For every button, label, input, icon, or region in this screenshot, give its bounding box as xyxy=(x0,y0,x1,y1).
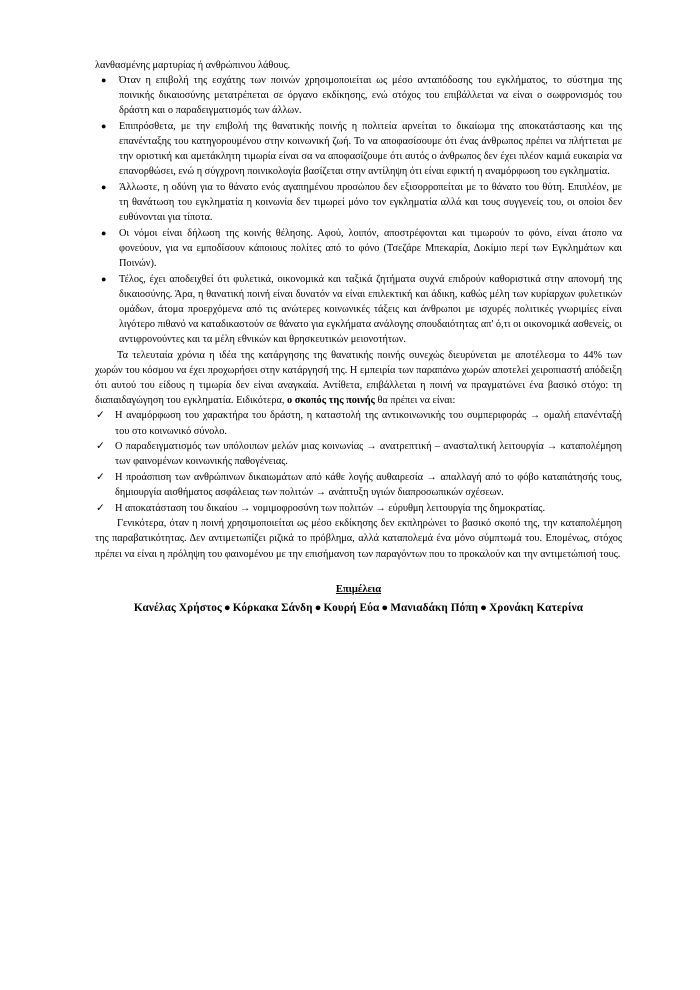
paragraph-text-after-bold: θα πρέπει να είναι: xyxy=(374,395,456,407)
list-item xyxy=(95,470,622,500)
bullet-icon: ● xyxy=(101,227,107,238)
bullet-icon: ● xyxy=(101,121,107,131)
lead-paragraph: λανθασμένης μαρτυρίας ή ανθρώπινου λάθους. xyxy=(95,60,291,71)
credits-block xyxy=(95,582,622,617)
bullet-icon: ● xyxy=(101,75,107,86)
list-item xyxy=(95,272,622,348)
bullet-icon: ● xyxy=(101,273,107,284)
checkmark-goals-list xyxy=(95,408,622,515)
check-icon: ✓ xyxy=(96,502,105,514)
list-item-text: Η αποκατάσταση του δικαίου → νομιμοφροσύνη των πολιτών → εύρυθμη λειτουργία της δημοκρατίας. xyxy=(115,502,546,514)
list-item-text: Επιπρόσθετα, με την επιβολή της θανατικής ποινής η πολιτεία αρνείται το δικαίωμα της αποκατάστασης και της επανένταξης του κατηγορουμένου στην κοινωνική ζωή. Το να αποφασίσουμε ότι ένας άνθρωπος πρέπει να πλήττεται με την οριστική και αμετάκλητη τιμωρία είναι σα να αποφασίζουμε ότι αυτός ο άνθρωπος δεν έχει πλέον καμιά ευκαιρία να επανορθώσει, ενώ η σύγχρονη ποινικολογία βασίζεται στην αντίληψη ότι είναι εφικτή η αναμόρφωση του εγκληματία. xyxy=(119,121,622,178)
credit-name: Κόρκακα Σάνδη xyxy=(232,602,313,615)
list-item-text: Ο παραδειγματισμός των υπόλοιπων μελών μιας κοινωνίας → ανατρεπτική – ανασταλτική λειτουργία → καταπολέμηση των φαινομένων κοινωνικής παθογένειας. xyxy=(115,441,622,468)
credit-name: Κουρή Εύα xyxy=(323,602,380,615)
credit-name: Χρονάκη Κατερίνα xyxy=(489,602,584,615)
list-item-text: Τέλος, έχει αποδειχθεί ότι φυλετικά, οικονομικά και ταξικά ζητήματα συχνά επιδρούν καθοριστικά στην απονομή της δικαιοσύνης. Άρα, η θανατική ποινή είναι δυνατόν να είναι επιλεκτική και άδικη, καθώς μέλη των κυρίαρχων φυλετικών ομάδων, άτομα προερχόμενα από τις ανώτερες κοινωνικές τάξεις και άνθρωποι με ισχυρές πολιτικές γνωριμίες είναι λιγότερο πιθανό να καταδικαστούν σε θάνατο για εγκλήματα ανάλογης σπουδαιότητας απ' ό,τι οι οικονομικά ασθενείς, οι αντιφρονούντες και τα μέλη εθνικών και θρησκευτικών μειονοτήτων. xyxy=(119,273,622,346)
bullet-icon: ● xyxy=(101,182,107,192)
list-item xyxy=(95,408,622,438)
paragraph-text-before-bold: Τα τελευταία χρόνια η ιδέα της κατάργησης της θανατικής ποινής συνεχώς διευρύνεται με αποτέλεσμα το 44% των χωρών του κόσμου να έχει προχωρήσει στην κατάργησή της. Η εμπειρία των παραπάνω χωρών αποτελεί χειροπιαστή απόδειξη ότι αυτού του είδους η τιμωρία δεν είναι αναγκαία. Αντίθετα, επιβάλλεται η ποινή να πραγματώνει ένα βασικό στόχο: τη διαπαιδαγώγηση του εγκληματία. Ειδικότερα, xyxy=(95,349,622,407)
credit-name: Κανέλας Χρήστος xyxy=(133,602,222,615)
list-item xyxy=(95,119,622,180)
check-icon: ✓ xyxy=(96,441,105,453)
check-icon: ✓ xyxy=(96,471,105,483)
bulleted-arguments-list xyxy=(95,73,622,347)
list-item xyxy=(95,180,622,225)
credits-separator-icon: ● xyxy=(223,602,231,615)
credits-separator-icon: ● xyxy=(480,602,488,615)
credits-names xyxy=(95,600,622,616)
list-item xyxy=(95,226,622,271)
list-item-text: Η προάσπιση των ανθρώπινων δικαιωμάτων από κάθε λογής αυθαιρεσία → απαλλαγή από το φόβο καταπάτησής τους, δημιουργία αισθήματος ασφάλειας των πολιτών → ανάπτυξη υγιών διαπροσωπικών σχέσεων. xyxy=(115,471,622,498)
credits-separator-icon: ● xyxy=(314,602,322,615)
paragraph-bold-phrase: ο σκοπός της ποινής xyxy=(287,395,375,407)
closing-paragraph: Γενικότερα, όταν η ποινή χρησιμοποιείται ως μέσο εκδίκησης δεν εκπληρώνει το βασικό σκοπό της, την καταπολέμηση της παραβατικότητας. Δεν αντιμετωπίζει ριζικά το πρόβλημα, αλλά καταπολεμά ένα μόνο σύμπτωμά του. Επομένως, στόχος πρέπει να είναι η πρόληψη του φαινομένου με την επισήμανση των παραγόντων που το προκαλούν και την αντιμετώπισή τους. xyxy=(95,518,622,560)
credit-name: Μανιαδάκη Πόπη xyxy=(390,602,479,615)
list-item-text: Οι νόμοι είναι δήλωση της κοινής θέλησης. Αφού, λοιπόν, αποστρέφονται και τιμωρούν το φόνο, είναι άτοπο να φονεύουν, για να εμποδίσουν κάποιους πολίτες από το φόνο (Τσεζάρε Μπεκαρία, Δοκίμιο περί των Εγκλημάτων και Ποινών). xyxy=(119,227,622,270)
list-item-text: Η αναμόρφωση του χαρακτήρα του δράστη, η καταστολή της αντικοινωνικής του συμπεριφοράς → ομαλή επανένταξή του στο κοινωνικό σύνολο. xyxy=(115,410,622,437)
list-item-text: Άλλωστε, η οδύνη για το θάνατο ενός αγαπημένου προσώπου δεν εξισορροπείται με το θάνατο του θύτη. Επιπλέον, με τη θανάτωση του εγκληματία η κοινωνία δεν τιμωρεί μόνο τον εγκληματία αλλά και τους συγγενείς του, οι οποίοι δεν ευθύνονται για τίποτα. xyxy=(119,182,622,224)
list-item xyxy=(95,439,622,469)
credits-heading: Επιμέλεια xyxy=(335,583,382,595)
paragraph-purpose-of-punishment xyxy=(95,348,622,409)
list-item xyxy=(95,501,622,516)
list-item xyxy=(95,73,622,118)
list-item-text: Όταν η επιβολή της εσχάτης των ποινών χρησιμοποιείται ως μέσο ανταπόδοσης του εγκλήματος, το σύστημα της ποινικής δικαιοσύνης μετατρέπεται σε όργανο εκδίκησης, ενώ στόχος του επιβάλλεται να είναι ο σωφρονισμός του δράστη και ο παραδειγματισμός των άλλων. xyxy=(119,75,622,117)
credits-separator-icon: ● xyxy=(381,602,389,615)
document-body xyxy=(95,58,622,617)
check-icon: ✓ xyxy=(96,410,105,422)
